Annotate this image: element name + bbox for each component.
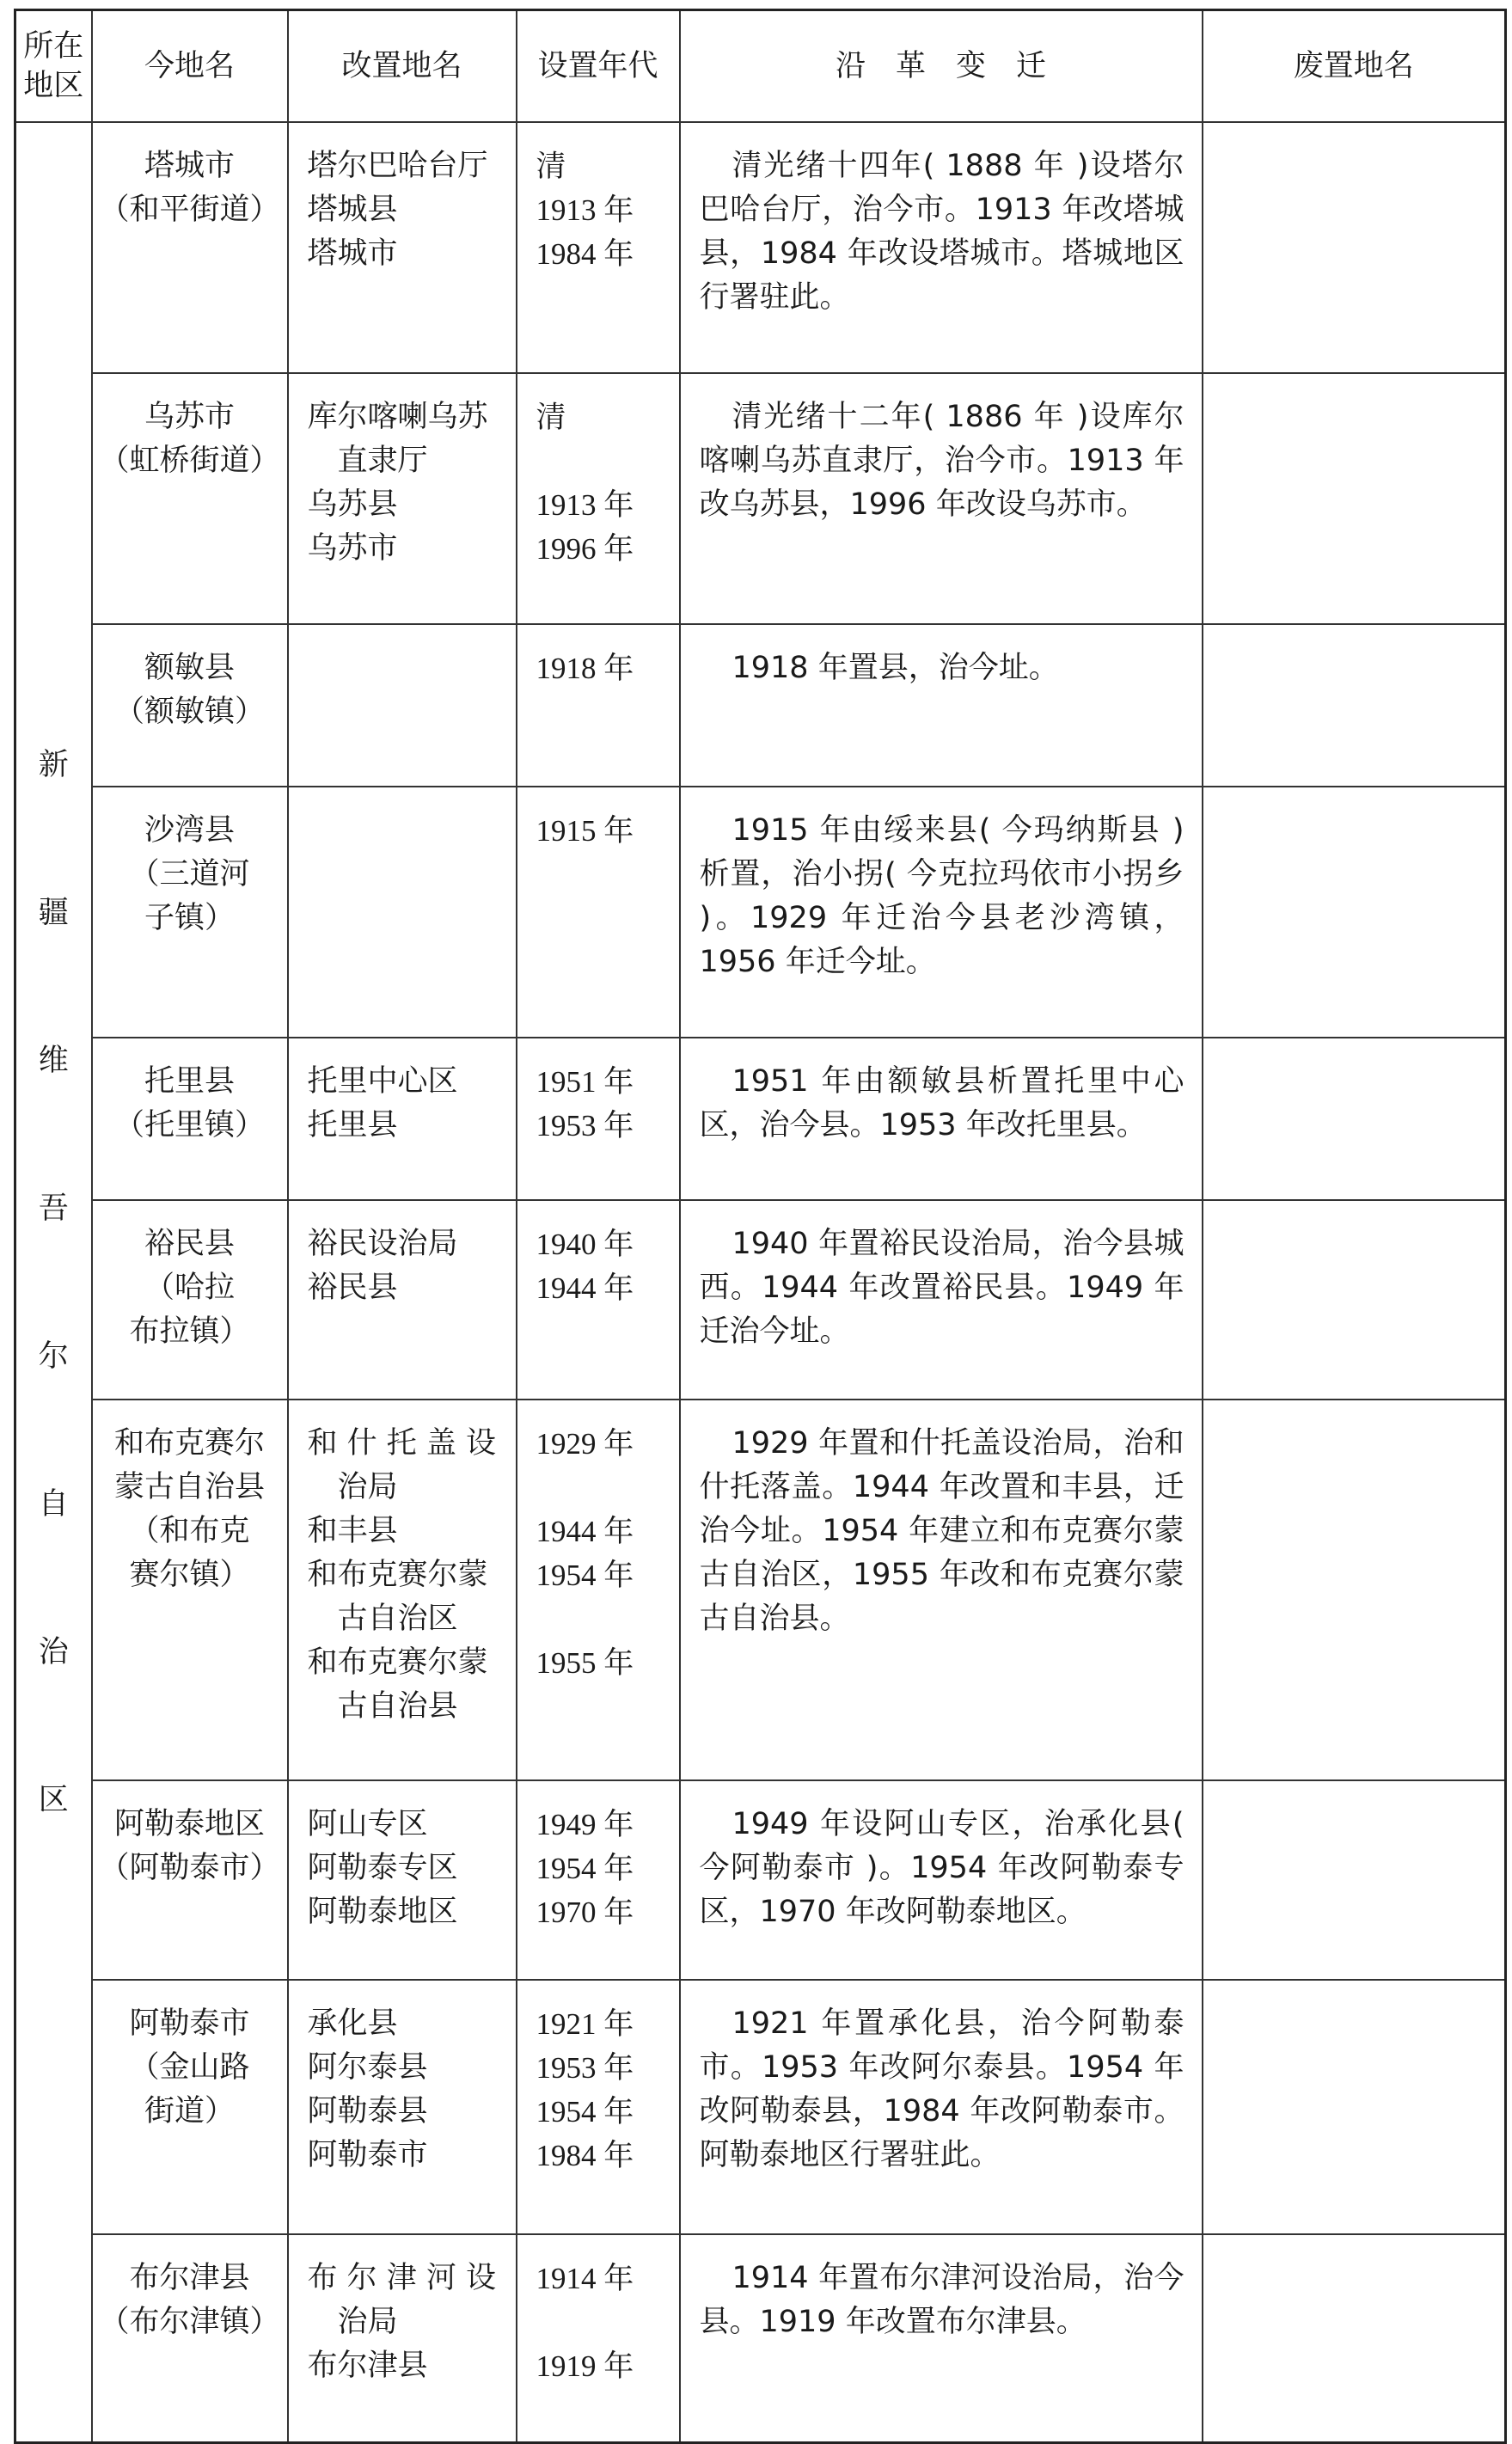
old-name-cell (288, 122, 517, 373)
old-name-line: 乌苏县 (307, 487, 398, 522)
year-line: 1996 年 (536, 532, 634, 566)
year-cell (517, 373, 680, 624)
current-name-line: 蒙古自治县 (113, 1470, 265, 1504)
year-line: 1954 年 (536, 1559, 634, 1592)
current-name-line: （额敏镇） (113, 695, 265, 729)
region-char: 新 (38, 747, 69, 782)
region-char: 自 (38, 1486, 69, 1522)
old-name-line: 乌苏市 (307, 531, 398, 566)
table-row (15, 1780, 1506, 1980)
document-page (14, 9, 1504, 2383)
history-cell: 1918 年置县，治今址。 (680, 624, 1203, 787)
current-name-line: 布尔津县 (129, 2261, 250, 2295)
year-cell (517, 1980, 680, 2234)
current-name-cell (92, 1400, 288, 1780)
old-name-line: 直隶厅 (307, 444, 428, 478)
current-name-line: （托里镇） (113, 1108, 265, 1142)
old-name-line: 阿勒泰专区 (307, 1851, 458, 1885)
table-row (15, 787, 1506, 1038)
year-cell (517, 624, 680, 787)
table-row (15, 1400, 1506, 1780)
year-line (536, 1597, 672, 1641)
header-abolished: 废置地名 (1203, 10, 1506, 123)
current-name-line: 街道） (144, 2094, 235, 2129)
region-char: 尔 (38, 1338, 69, 1374)
region-char: 区 (38, 1782, 69, 1817)
current-name-line: 子镇） (144, 901, 235, 935)
header-region: 所在 地区 (15, 10, 92, 123)
year-line: 1921 年 (536, 2007, 634, 2041)
old-name-line: 布 尔 津 河 设 (307, 2261, 497, 2295)
current-name-cell (92, 122, 288, 373)
current-name-line: 裕民县 (144, 1227, 235, 1261)
year-line: 1949 年 (536, 1808, 634, 1841)
old-name-cell (288, 1400, 517, 1780)
year-line: 清 (536, 401, 566, 434)
year-line: 1914 年 (536, 2262, 634, 2295)
abolished-name-cell (1203, 1980, 1506, 2234)
history-cell: 1940 年置裕民设治局，治今县城西。1944 年改置裕民县。1949 年迁治今址。 (680, 1200, 1203, 1400)
year-cell (517, 787, 680, 1038)
year-line: 1913 年 (536, 193, 634, 227)
old-name-line: 布尔津县 (307, 2349, 428, 2383)
history-cell: 1921 年置承化县，治今阿勒泰市。1953 年改阿尔泰县。1954 年改阿勒泰县，1984 年改阿勒泰市。阿勒泰地区行署驻此。 (680, 1980, 1203, 2234)
region-cell (15, 122, 92, 2443)
year-cell (517, 1780, 680, 1980)
current-name-line: 和布克赛尔 (113, 1426, 265, 1461)
old-name-cell (288, 624, 517, 787)
region-char: 治 (38, 1634, 69, 1669)
current-name-line: 托里县 (144, 1064, 235, 1099)
table-row (15, 1200, 1506, 1400)
abolished-name-cell (1203, 1400, 1506, 1780)
history-cell: 1914 年置布尔津河设治局，治今县。1919 年改置布尔津县。 (680, 2234, 1203, 2443)
old-name-cell (288, 787, 517, 1038)
table-row (15, 373, 1506, 624)
abolished-name-cell (1203, 373, 1506, 624)
year-line: 1970 年 (536, 1896, 634, 1929)
current-name-cell (92, 1038, 288, 1200)
header-row (15, 10, 1506, 123)
old-name-cell (288, 1038, 517, 1200)
year-line: 1951 年 (536, 1065, 634, 1099)
old-name-line: 托里县 (307, 1108, 398, 1142)
current-name-line: （哈拉 (144, 1271, 235, 1305)
current-name-line: （阿勒泰市） (99, 1851, 280, 1885)
current-name-line: 乌苏市 (144, 400, 235, 434)
table-row (15, 624, 1506, 787)
year-line: 清 (536, 150, 566, 183)
current-name-line: （三道河 (129, 857, 250, 891)
year-line (536, 439, 672, 483)
year-line: 1944 年 (536, 1271, 634, 1305)
current-name-cell (92, 1980, 288, 2234)
year-line: 1984 年 (536, 2139, 634, 2172)
year-cell (517, 122, 680, 373)
current-name-cell (92, 624, 288, 787)
region-char: 疆 (38, 895, 69, 930)
abolished-name-cell (1203, 787, 1506, 1038)
old-name-line: 阿勒泰市 (307, 2138, 428, 2172)
year-line: 1954 年 (536, 1852, 634, 1885)
year-line: 1918 年 (536, 652, 634, 685)
abolished-name-cell (1203, 624, 1506, 787)
year-cell (517, 1200, 680, 1400)
year-line: 1944 年 (536, 1515, 634, 1548)
old-name-cell (288, 1780, 517, 1980)
current-name-cell (92, 787, 288, 1038)
year-line: 1929 年 (536, 1427, 634, 1461)
abolished-name-cell (1203, 1780, 1506, 1980)
current-name-cell (92, 2234, 288, 2443)
current-name-line: 额敏县 (144, 651, 235, 685)
abolished-name-cell (1203, 1200, 1506, 1400)
old-name-line: 塔尔巴哈台厅 (307, 149, 488, 183)
old-name-line: 裕民设治局 (307, 1227, 458, 1261)
abolished-name-cell (1203, 2234, 1506, 2443)
current-name-cell (92, 1200, 288, 1400)
old-name-line: 阿勒泰地区 (307, 1895, 458, 1929)
history-cell: 清光绪十二年( 1886 年 )设库尔喀喇乌苏直隶厅，治今市。1913 年改乌苏县，1996 年改设乌苏市。 (680, 373, 1203, 624)
year-line: 1954 年 (536, 2095, 634, 2129)
old-name-cell (288, 373, 517, 624)
history-cell: 1949 年设阿山专区，治承化县( 今阿勒泰市 )。1954 年改阿勒泰专区，1970 年改阿勒泰地区。 (680, 1780, 1203, 1980)
current-name-line: （金山路 (129, 2050, 250, 2085)
current-name-line: （和布克 (129, 1514, 250, 1548)
current-name-line: 沙湾县 (144, 813, 235, 848)
year-cell (517, 2234, 680, 2443)
year-cell (517, 1038, 680, 1200)
header-current-name: 今地名 (92, 10, 288, 123)
table-row (15, 1038, 1506, 1200)
region-char: 维 (38, 1043, 69, 1078)
abolished-name-cell (1203, 122, 1506, 373)
current-name-line: 塔城市 (144, 149, 235, 183)
old-name-line: 承化县 (307, 2006, 398, 2041)
table-row (15, 122, 1506, 373)
current-name-cell (92, 373, 288, 624)
history-cell: 清光绪十四年( 1888 年 )设塔尔巴哈台厅，治今市。1913 年改塔城县，1984 年改设塔城市。塔城地区行署驻此。 (680, 122, 1203, 373)
year-line: 1953 年 (536, 2051, 634, 2085)
header-old-name: 改置地名 (288, 10, 517, 123)
old-name-line: 古自治区 (307, 1602, 458, 1636)
year-line: 1953 年 (536, 1109, 634, 1142)
history-cell: 1951 年由额敏县析置托里中心区，治今县。1953 年改托里县。 (680, 1038, 1203, 1200)
abolished-name-cell (1203, 1038, 1506, 1200)
year-line: 1915 年 (536, 814, 634, 848)
header-history: 沿 革 变 迁 (680, 10, 1203, 123)
table-row (15, 2234, 1506, 2443)
current-name-cell (92, 1780, 288, 1980)
current-name-line: （和平街道） (99, 193, 280, 227)
history-cell: 1915 年由绥来县( 今玛纳斯县 )析置，治小拐( 今克拉玛依市小拐乡 )。1929 年迁治今县老沙湾镇，1956 年迁今址。 (680, 787, 1203, 1038)
current-name-line: （布尔津镇） (99, 2305, 280, 2339)
old-name-line: 治局 (307, 1470, 398, 1504)
old-name-line: 治局 (307, 2305, 398, 2339)
old-name-line: 托里中心区 (307, 1064, 458, 1099)
old-name-line: 和布克赛尔蒙 (307, 1645, 488, 1680)
year-cell (517, 1400, 680, 1780)
year-line: 1984 年 (536, 237, 634, 271)
old-name-cell (288, 1200, 517, 1400)
region-char: 吾 (38, 1191, 69, 1226)
old-name-line: 古自治县 (307, 1689, 458, 1724)
old-name-line: 塔城市 (307, 236, 398, 271)
old-name-line: 和丰县 (307, 1514, 398, 1548)
old-name-line: 阿山专区 (307, 1807, 428, 1841)
old-name-line: 阿勒泰县 (307, 2094, 428, 2129)
year-line: 1955 年 (536, 1646, 634, 1680)
old-name-line: 和布克赛尔蒙 (307, 1558, 488, 1592)
year-line: 1913 年 (536, 488, 634, 522)
year-line (536, 2300, 672, 2344)
current-name-line: （虹桥街道） (99, 444, 280, 478)
current-name-line: 布拉镇） (129, 1314, 250, 1349)
header-year: 设置年代 (517, 10, 680, 123)
old-name-line: 库尔喀喇乌苏 (307, 400, 488, 434)
table-row (15, 1980, 1506, 2234)
current-name-line: 阿勒泰地区 (113, 1807, 265, 1841)
year-line: 1919 年 (536, 2349, 634, 2383)
current-name-line: 赛尔镇） (129, 1558, 250, 1592)
old-name-line: 和 什 托 盖 设 (307, 1426, 497, 1461)
gazetteer-table (14, 9, 1507, 2444)
year-line (536, 1466, 672, 1510)
year-line: 1940 年 (536, 1228, 634, 1261)
old-name-line: 阿尔泰县 (307, 2050, 428, 2085)
history-cell: 1929 年置和什托盖设治局，治和什托落盖。1944 年改置和丰县，迁治今址。1954 年建立和布克赛尔蒙古自治区，1955 年改和布克赛尔蒙古自治县。 (680, 1400, 1203, 1780)
old-name-cell (288, 1980, 517, 2234)
old-name-cell (288, 2234, 517, 2443)
old-name-line: 塔城县 (307, 193, 398, 227)
old-name-line: 裕民县 (307, 1271, 398, 1305)
current-name-line: 阿勒泰市 (129, 2006, 250, 2041)
